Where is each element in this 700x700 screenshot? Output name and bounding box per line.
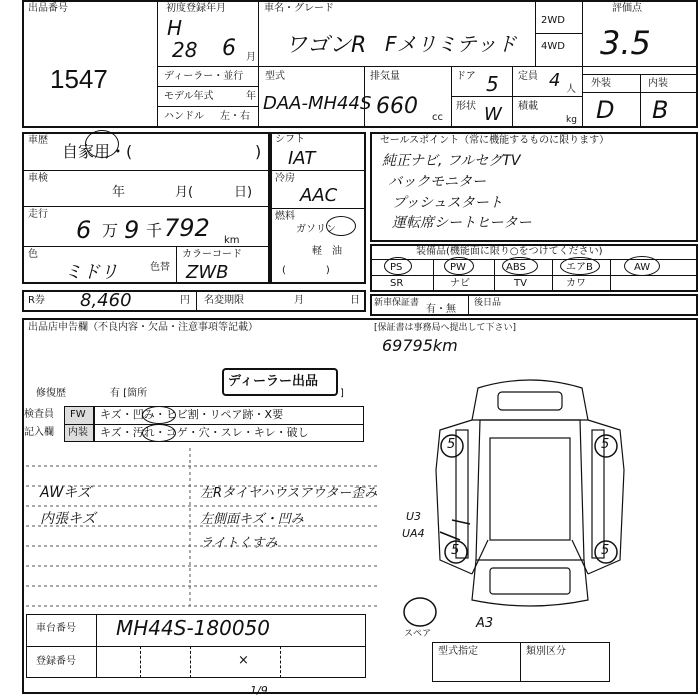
warranty-value: 有・無 [426,304,456,315]
equipment-label: 装備品(機能面に限り○をつけてください) [416,246,603,257]
displacement-value: 660 [376,94,418,119]
ac-value: AAC [300,185,338,206]
type-label: 型式指定 [438,646,478,657]
exterior-label: 外装 [591,78,611,89]
history-close: ) [255,142,262,161]
mark-ua4: UA4 [402,527,425,540]
warranty-note: [保証書は事務局へ提出して下さい] [374,323,517,333]
page-number: 1/9 [250,684,268,697]
fuel-gas: ガソリン [296,224,336,235]
tire-mark-rr: 5 [601,543,610,558]
inspector-row1: キズ・凹み・ヒビ割・リペア跡・X要 [100,408,284,421]
expiry-month: 月 [294,295,304,306]
equip-abs: ABS [506,262,526,273]
mileage-man-unit: 万 [102,221,119,240]
mileage-sen: 9 [124,216,140,244]
inspector-row2: キズ・汚れ・コゲ・穴・スレ・キレ・破し [100,426,309,439]
expiry-day: 日 [350,295,360,306]
record-label: 記入欄 [24,427,54,438]
note-right-3: ライトくすみ [200,536,278,551]
note-left-1: AWキズ [40,485,91,501]
color-label: 色 [28,249,38,260]
lot-number: 1547 [50,64,108,94]
color-no-label: 色替 [150,262,170,273]
selling-point-1: 純正ナビ, フルセグTV [382,153,521,169]
cc-unit: cc [432,112,443,123]
equip-tv: TV [514,278,527,289]
tire-mark-rl: 5 [451,543,460,558]
equip-sr: SR [390,278,404,289]
shape-value: W [484,104,502,125]
mark-u3: U3 [406,510,422,523]
equip-navi: ナビ [450,278,470,289]
drive-4wd: 4WD [541,41,565,52]
era: H [167,16,183,40]
recycle-yen: 円 [180,295,190,306]
first-reg-label: 初度登録年月 [166,3,226,14]
car-name: ワゴンR [285,33,367,58]
exterior-grade: D [596,96,615,124]
mileage-unit: km [224,235,240,246]
mileage-sen-unit: 千 [146,221,163,240]
fuel-paren: ( ) [282,265,330,276]
equip-ps: PS [390,262,403,273]
color-code: ZWB [186,262,229,283]
fuel-label: 燃料 [275,211,295,222]
capacity-unit: 人 [566,84,576,95]
grade: Fメリミテッド [385,32,517,56]
insp-day: 日) [234,185,253,200]
shape-label: 形状 [456,101,476,112]
inspector-row1-head: FW [70,409,86,420]
model-year-label: モデル年式 [164,91,214,102]
tire-mark-fr: 5 [601,437,610,452]
recycle-value: 8,460 [80,290,132,311]
reg-label: 登録番号 [36,656,76,667]
color-code-label: カラーコード [182,249,242,260]
chassis-value: MH44S-180050 [116,616,271,640]
inspector-row2-head: 内装 [68,427,88,438]
selling-point-4: 運転席シートヒーター [392,215,532,231]
shift-label: シフト [275,134,305,145]
handle-options: 左・右 [220,111,250,122]
note-right-1: 左Rタイヤハウスアウター歪み [200,486,378,501]
warranty-label: 新車保証書 [374,298,420,308]
capacity-value: 4 [549,70,561,91]
note-right-2: 左側面キズ・凹み [200,512,304,527]
repair-value: 有 [箇所 [110,388,148,399]
score: 3.5 [600,24,651,62]
dealer-stamp-text: ディーラー出品 [228,374,318,389]
insp-month: 月( [175,185,194,200]
capacity-label: 定員 [518,71,538,82]
reg-year: 28 [172,38,198,62]
report-label: 出品店申告欄（不良内容・欠品・注意事項等記載） [28,322,258,333]
ac-label: 冷房 [275,173,295,184]
doors-value: 5 [486,72,499,96]
load-label: 積載 [518,101,538,112]
equip-airbag: エアB [566,262,593,273]
inspector-label: 検査員 [24,409,54,420]
dealer-import-label: ディーラー・並行 [164,71,244,82]
kg-unit: kg [566,115,577,125]
history-value: 自家用・( [62,142,133,161]
chassis-label: 車台番号 [36,623,76,634]
interior-label: 内装 [648,78,668,89]
score-label: 評価点 [612,3,642,14]
history-label: 車歴 [28,135,48,146]
equip-pw: PW [450,262,466,273]
class-label: 類別区分 [526,646,566,657]
reg-mark: × [238,653,249,668]
equip-aw: AW [634,262,651,273]
selling-point-3: プッシュスタート [392,195,503,211]
month-unit: 月 [246,52,256,63]
car-grade-label: 車名・グレード [264,3,334,14]
interior-grade: B [652,96,669,124]
tire-mark-fl: 5 [447,437,456,452]
next-label: 後日品 [474,298,502,308]
mileage-label: 走行 [28,209,48,220]
reg-month: 6 [222,36,236,61]
displacement-label: 排気量 [370,71,400,82]
lot-label: 出品番号 [28,3,68,14]
recycle-label: R券 [28,295,45,306]
equip-leather: カワ [566,278,586,289]
selling-point-2: バックモニター [388,174,486,190]
insp-year: 年 [112,185,126,200]
fuel-diesel: 軽 油 [312,246,342,257]
shift-value: IAT [288,148,316,169]
mark-a3: A3 [476,616,494,631]
mileage-rest: 792 [164,214,210,242]
inspection-label: 車検 [28,173,48,184]
selling-points-label: セールスポイント（常に機能するものに限ります） [380,135,610,146]
expiry-label: 名変期限 [204,295,244,306]
handle-label: ハンドル [164,111,204,122]
note-left-2: 内張キズ [40,511,96,527]
mileage-man: 6 [76,216,92,244]
handwritten-mileage: 69795km [382,336,458,355]
doors-label: ドア [456,71,476,82]
repair-label: 修復歴 [36,388,66,399]
model-label: 型式 [265,71,285,82]
spare-label: スペア [404,629,432,639]
model-year-unit: 年 [246,91,256,102]
color-value: ミドリ [64,262,118,283]
drive-2wd: 2WD [541,15,565,26]
model-value: DAA-MH44S [263,93,372,114]
